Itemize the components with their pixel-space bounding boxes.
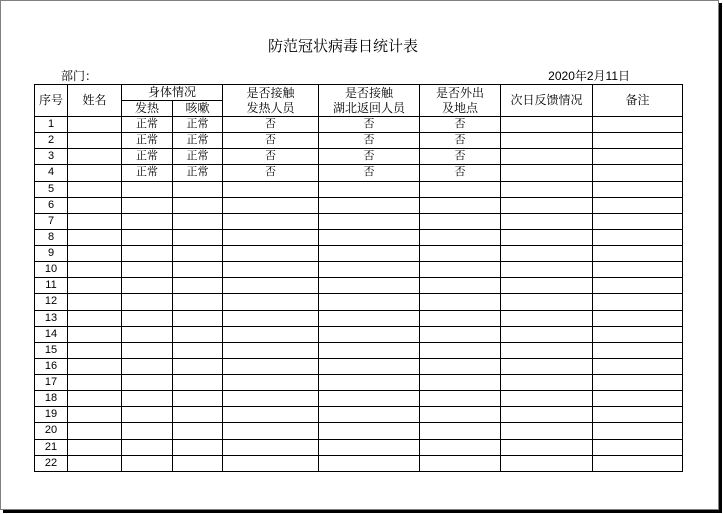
- cell-contact-fever: [223, 423, 319, 439]
- cell-contact-fever: 否: [223, 149, 319, 165]
- table-row: [35, 262, 683, 278]
- cell-fever: [122, 326, 173, 342]
- cell-index: 1: [35, 117, 68, 133]
- cell-remarks: [593, 375, 683, 391]
- table-row: [35, 294, 683, 310]
- cell-feedback: [501, 375, 593, 391]
- header-contact-hubei-line2: 湖北返回人员: [333, 100, 406, 115]
- cell-feedback: [501, 181, 593, 197]
- cell-travel: [420, 455, 501, 471]
- cell-contact-fever: [223, 407, 319, 423]
- cell-fever: 正常: [122, 165, 173, 181]
- cell-contact-fever: 否: [223, 133, 319, 149]
- cell-name: [68, 407, 122, 423]
- cell-fever: [122, 197, 173, 213]
- cell-name: [68, 423, 122, 439]
- cell-name: [68, 278, 122, 294]
- cell-name: [68, 439, 122, 455]
- cell-name: [68, 262, 122, 278]
- header-feedback: 次日反馈情况: [501, 85, 593, 117]
- cell-contact-fever: [223, 342, 319, 358]
- cell-remarks: [593, 149, 683, 165]
- cell-remarks: [593, 342, 683, 358]
- cell-name: [68, 358, 122, 374]
- header-name: 姓名: [68, 85, 122, 117]
- cell-feedback: [501, 117, 593, 133]
- header-cough: 咳嗽: [173, 101, 223, 117]
- cell-name: [68, 165, 122, 181]
- cell-contact-fever: [223, 358, 319, 374]
- cell-contact-hubei: [319, 213, 420, 229]
- table-row: [35, 375, 683, 391]
- department-label: 部门：: [61, 69, 98, 83]
- table-row: [35, 117, 683, 133]
- header-travel-line1: 是否外出: [436, 85, 485, 100]
- cell-travel: [420, 423, 501, 439]
- cell-fever: 正常: [122, 149, 173, 165]
- cell-cough: [173, 326, 223, 342]
- cell-fever: [122, 181, 173, 197]
- cell-contact-fever: [223, 326, 319, 342]
- cell-name: [68, 342, 122, 358]
- cell-contact-fever: [223, 439, 319, 455]
- cell-contact-hubei: [319, 278, 420, 294]
- cell-name: [68, 310, 122, 326]
- table-row: [35, 455, 683, 471]
- cell-feedback: [501, 165, 593, 181]
- cell-remarks: [593, 358, 683, 374]
- cell-index: 20: [35, 423, 68, 439]
- cell-index: 19: [35, 407, 68, 423]
- cell-contact-hubei: 否: [319, 165, 420, 181]
- cell-travel: [420, 278, 501, 294]
- cell-cough: [173, 407, 223, 423]
- cell-fever: [122, 455, 173, 471]
- cell-travel: [420, 391, 501, 407]
- table-row: [35, 229, 683, 245]
- cell-fever: 正常: [122, 117, 173, 133]
- cell-cough: [173, 229, 223, 245]
- cell-contact-hubei: [319, 455, 420, 471]
- cell-index: 22: [35, 455, 68, 471]
- cell-feedback: [501, 407, 593, 423]
- cell-contact-fever: [223, 262, 319, 278]
- cell-travel: [420, 407, 501, 423]
- cell-contact-hubei: [319, 229, 420, 245]
- statistics-table: [34, 84, 683, 472]
- cell-contact-fever: [223, 294, 319, 310]
- cell-feedback: [501, 391, 593, 407]
- cell-contact-hubei: [319, 358, 420, 374]
- cell-fever: [122, 358, 173, 374]
- cell-index: 6: [35, 197, 68, 213]
- cell-feedback: [501, 149, 593, 165]
- cell-remarks: [593, 133, 683, 149]
- cell-travel: [420, 326, 501, 342]
- cell-cough: [173, 181, 223, 197]
- cell-remarks: [593, 326, 683, 342]
- cell-index: 14: [35, 326, 68, 342]
- header-travel: [420, 85, 501, 117]
- cell-index: 3: [35, 149, 68, 165]
- cell-name: [68, 133, 122, 149]
- cell-remarks: [593, 181, 683, 197]
- cell-fever: [122, 294, 173, 310]
- cell-name: [68, 326, 122, 342]
- table-row: [35, 326, 683, 342]
- cell-travel: [420, 197, 501, 213]
- table-row: [35, 439, 683, 455]
- cell-name: [68, 117, 122, 133]
- cell-remarks: [593, 294, 683, 310]
- cell-index: 8: [35, 229, 68, 245]
- cell-contact-fever: 否: [223, 165, 319, 181]
- cell-travel: [420, 181, 501, 197]
- cell-feedback: [501, 310, 593, 326]
- cell-remarks: [593, 423, 683, 439]
- cell-cough: [173, 342, 223, 358]
- table-row: [35, 342, 683, 358]
- cell-fever: [122, 246, 173, 262]
- cell-feedback: [501, 358, 593, 374]
- cell-fever: [122, 310, 173, 326]
- cell-cough: [173, 294, 223, 310]
- header-fever: 发热: [122, 101, 173, 117]
- cell-name: [68, 229, 122, 245]
- cell-feedback: [501, 455, 593, 471]
- cell-remarks: [593, 310, 683, 326]
- cell-contact-hubei: [319, 439, 420, 455]
- cell-name: [68, 294, 122, 310]
- header-index: 序号: [35, 85, 68, 117]
- cell-index: 13: [35, 310, 68, 326]
- cell-contact-hubei: [319, 407, 420, 423]
- header-travel-line2: 及地点: [442, 100, 479, 115]
- cell-name: [68, 149, 122, 165]
- cell-feedback: [501, 229, 593, 245]
- cell-contact-hubei: [319, 262, 420, 278]
- cell-fever: [122, 262, 173, 278]
- cell-contact-fever: [223, 213, 319, 229]
- cell-contact-hubei: [319, 375, 420, 391]
- cell-feedback: [501, 294, 593, 310]
- cell-cough: [173, 310, 223, 326]
- header-contact-fever-line2: 发热人员: [246, 100, 295, 115]
- cell-feedback: [501, 133, 593, 149]
- cell-travel: 否: [420, 117, 501, 133]
- header-row-top: [35, 85, 683, 101]
- cell-contact-hubei: 否: [319, 117, 420, 133]
- cell-contact-fever: [223, 391, 319, 407]
- header-contact-hubei: [319, 85, 420, 117]
- cell-contact-fever: [223, 246, 319, 262]
- cell-remarks: [593, 391, 683, 407]
- cell-name: [68, 455, 122, 471]
- cell-index: 15: [35, 342, 68, 358]
- cell-contact-hubei: 否: [319, 133, 420, 149]
- cell-name: [68, 246, 122, 262]
- cell-contact-hubei: [319, 326, 420, 342]
- cell-contact-hubei: [319, 181, 420, 197]
- cell-travel: [420, 262, 501, 278]
- cell-cough: [173, 455, 223, 471]
- table-row: [35, 133, 683, 149]
- header-contact-fever: [223, 85, 319, 117]
- cell-feedback: [501, 278, 593, 294]
- cell-travel: [420, 358, 501, 374]
- cell-cough: [173, 439, 223, 455]
- cell-cough: [173, 213, 223, 229]
- table-row: [35, 197, 683, 213]
- cell-contact-hubei: [319, 391, 420, 407]
- cell-travel: [420, 375, 501, 391]
- table-row: [35, 310, 683, 326]
- table-row: [35, 149, 683, 165]
- cell-name: [68, 213, 122, 229]
- cell-fever: [122, 391, 173, 407]
- cell-remarks: [593, 197, 683, 213]
- cell-remarks: [593, 117, 683, 133]
- table-row: [35, 391, 683, 407]
- cell-remarks: [593, 278, 683, 294]
- cell-contact-fever: [223, 197, 319, 213]
- header-contact-hubei-line1: 是否接触: [345, 85, 394, 100]
- table-row: [35, 181, 683, 197]
- cell-feedback: [501, 246, 593, 262]
- cell-remarks: [593, 229, 683, 245]
- cell-contact-fever: 否: [223, 117, 319, 133]
- table-row: [35, 407, 683, 423]
- cell-fever: [122, 278, 173, 294]
- cell-fever: [122, 439, 173, 455]
- cell-travel: [420, 310, 501, 326]
- cell-remarks: [593, 455, 683, 471]
- cell-feedback: [501, 439, 593, 455]
- cell-feedback: [501, 423, 593, 439]
- table-row: [35, 423, 683, 439]
- cell-index: 17: [35, 375, 68, 391]
- cell-name: [68, 375, 122, 391]
- header-remarks: 备注: [593, 85, 683, 117]
- table-body: [35, 117, 683, 472]
- cell-contact-hubei: [319, 342, 420, 358]
- cell-contact-fever: [223, 455, 319, 471]
- cell-index: 4: [35, 165, 68, 181]
- header-contact-fever-line1: 是否接触: [246, 85, 295, 100]
- cell-cough: [173, 246, 223, 262]
- cell-travel: 否: [420, 165, 501, 181]
- cell-cough: 正常: [173, 149, 223, 165]
- cell-remarks: [593, 165, 683, 181]
- cell-fever: [122, 375, 173, 391]
- cell-remarks: [593, 246, 683, 262]
- cell-contact-hubei: [319, 423, 420, 439]
- cell-fever: [122, 213, 173, 229]
- cell-contact-fever: [223, 229, 319, 245]
- cell-contact-hubei: 否: [319, 149, 420, 165]
- cell-contact-hubei: [319, 197, 420, 213]
- cell-fever: [122, 407, 173, 423]
- cell-index: 7: [35, 213, 68, 229]
- header-health-status: 身体情况: [122, 85, 223, 101]
- cell-travel: [420, 294, 501, 310]
- cell-travel: [420, 439, 501, 455]
- cell-fever: [122, 229, 173, 245]
- cell-index: 11: [35, 278, 68, 294]
- cell-cough: [173, 423, 223, 439]
- cell-index: 16: [35, 358, 68, 374]
- table-row: [35, 246, 683, 262]
- cell-index: 21: [35, 439, 68, 455]
- cell-travel: [420, 229, 501, 245]
- cell-travel: 否: [420, 149, 501, 165]
- cell-contact-fever: [223, 310, 319, 326]
- cell-cough: [173, 278, 223, 294]
- cell-fever: 正常: [122, 133, 173, 149]
- table-row: [35, 213, 683, 229]
- cell-fever: [122, 342, 173, 358]
- cell-remarks: [593, 407, 683, 423]
- cell-cough: [173, 262, 223, 278]
- cell-contact-hubei: [319, 310, 420, 326]
- cell-cough: 正常: [173, 117, 223, 133]
- cell-cough: [173, 391, 223, 407]
- cell-contact-fever: [223, 181, 319, 197]
- cell-contact-fever: [223, 278, 319, 294]
- cell-index: 5: [35, 181, 68, 197]
- cell-fever: [122, 423, 173, 439]
- cell-feedback: [501, 342, 593, 358]
- cell-index: 2: [35, 133, 68, 149]
- cell-travel: [420, 246, 501, 262]
- cell-cough: 正常: [173, 133, 223, 149]
- cell-feedback: [501, 262, 593, 278]
- cell-cough: [173, 358, 223, 374]
- cell-travel: 否: [420, 133, 501, 149]
- cell-feedback: [501, 326, 593, 342]
- cell-name: [68, 197, 122, 213]
- cell-remarks: [593, 213, 683, 229]
- cell-contact-hubei: [319, 246, 420, 262]
- cell-cough: [173, 197, 223, 213]
- cell-index: 9: [35, 246, 68, 262]
- sheet-title: 防范冠状病毒日统计表: [267, 38, 418, 55]
- cell-index: 12: [35, 294, 68, 310]
- cell-contact-fever: [223, 375, 319, 391]
- cell-name: [68, 181, 122, 197]
- cell-remarks: [593, 439, 683, 455]
- table-row: [35, 278, 683, 294]
- table-row: [35, 165, 683, 181]
- cell-cough: [173, 375, 223, 391]
- cell-travel: [420, 342, 501, 358]
- cell-travel: [420, 213, 501, 229]
- report-date: 2020年2月11日: [548, 69, 630, 83]
- cell-feedback: [501, 213, 593, 229]
- cell-index: 18: [35, 391, 68, 407]
- table-row: [35, 358, 683, 374]
- cell-name: [68, 391, 122, 407]
- cell-remarks: [593, 262, 683, 278]
- cell-cough: 正常: [173, 165, 223, 181]
- cell-feedback: [501, 197, 593, 213]
- cell-contact-hubei: [319, 294, 420, 310]
- cell-index: 10: [35, 262, 68, 278]
